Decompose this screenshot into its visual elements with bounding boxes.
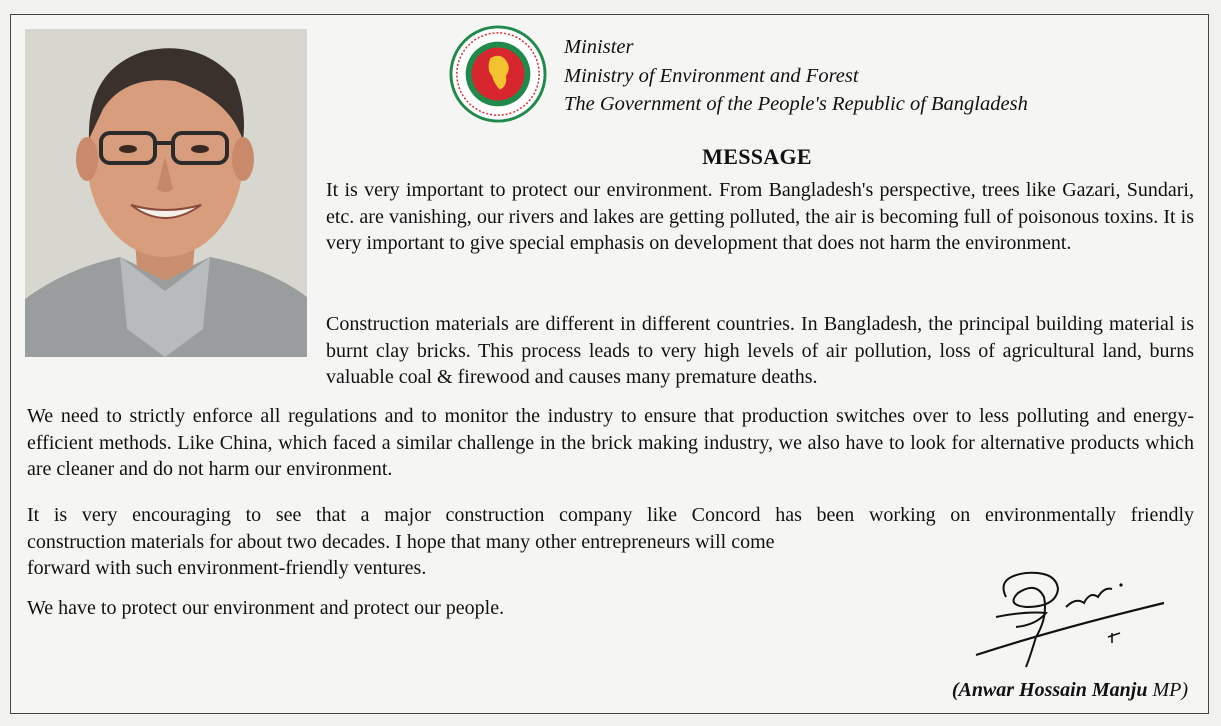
signature-mark: [966, 567, 1166, 675]
signatory-full-name: (Anwar Hossain Manju: [951, 679, 1148, 701]
message-title: MESSAGE: [702, 144, 812, 169]
message-paragraph-1: It is very important to protect our environment. From Bangladesh's perspective, trees like Gazari, Sundari, etc. are vanishing, our rivers and lakes are getting polluted, the air is becoming full of poisonous toxins. It is very important to give special emphasis on development that does not harm the environment.: [326, 179, 1194, 254]
message-frame: [10, 14, 1209, 714]
message-paragraph-3: We need to strictly enforce all regulations and to monitor the industry to ensure that production switches over to less polluting and energy-efficient methods. Like China, which faced a similar challenge in the brick making industry, we also have to look for alternative products which are cleaner and do not harm our environment.: [27, 405, 1194, 480]
government-seal-icon: [449, 25, 547, 123]
minister-header: [564, 33, 1028, 119]
message-paragraph-5: We have to protect our environment and protect our people.: [27, 597, 505, 619]
message-paragraph-2: Construction materials are different in different countries. In Bangladesh, the principal building material is burnt clay bricks. This process leads to very high levels of air pollution, loss of agricultural land, burns valuable coal & firewood and causes many premature deaths.: [326, 313, 1194, 388]
header-ministry: Ministry of Environment and Forest: [564, 64, 859, 87]
header-government: The Government of the People's Republic of Bangladesh: [564, 93, 1028, 115]
header-position: Minister: [564, 36, 634, 58]
signatory-name: [952, 679, 1188, 702]
portrait-illustration: [25, 29, 307, 357]
minister-photo: [25, 29, 307, 357]
signatory-suffix: MP): [1152, 679, 1188, 701]
paragraph-4-line-2: construction materials for about two decades. I hope that many other entrepreneurs will come: [27, 530, 775, 553]
paragraph-4-line-1: It is very encouraging to see that a major construction company like Concord has been working on environmentally friendly: [27, 504, 1194, 526]
paragraph-4-line-3: forward with such environment-friendly ventures.: [27, 557, 427, 579]
